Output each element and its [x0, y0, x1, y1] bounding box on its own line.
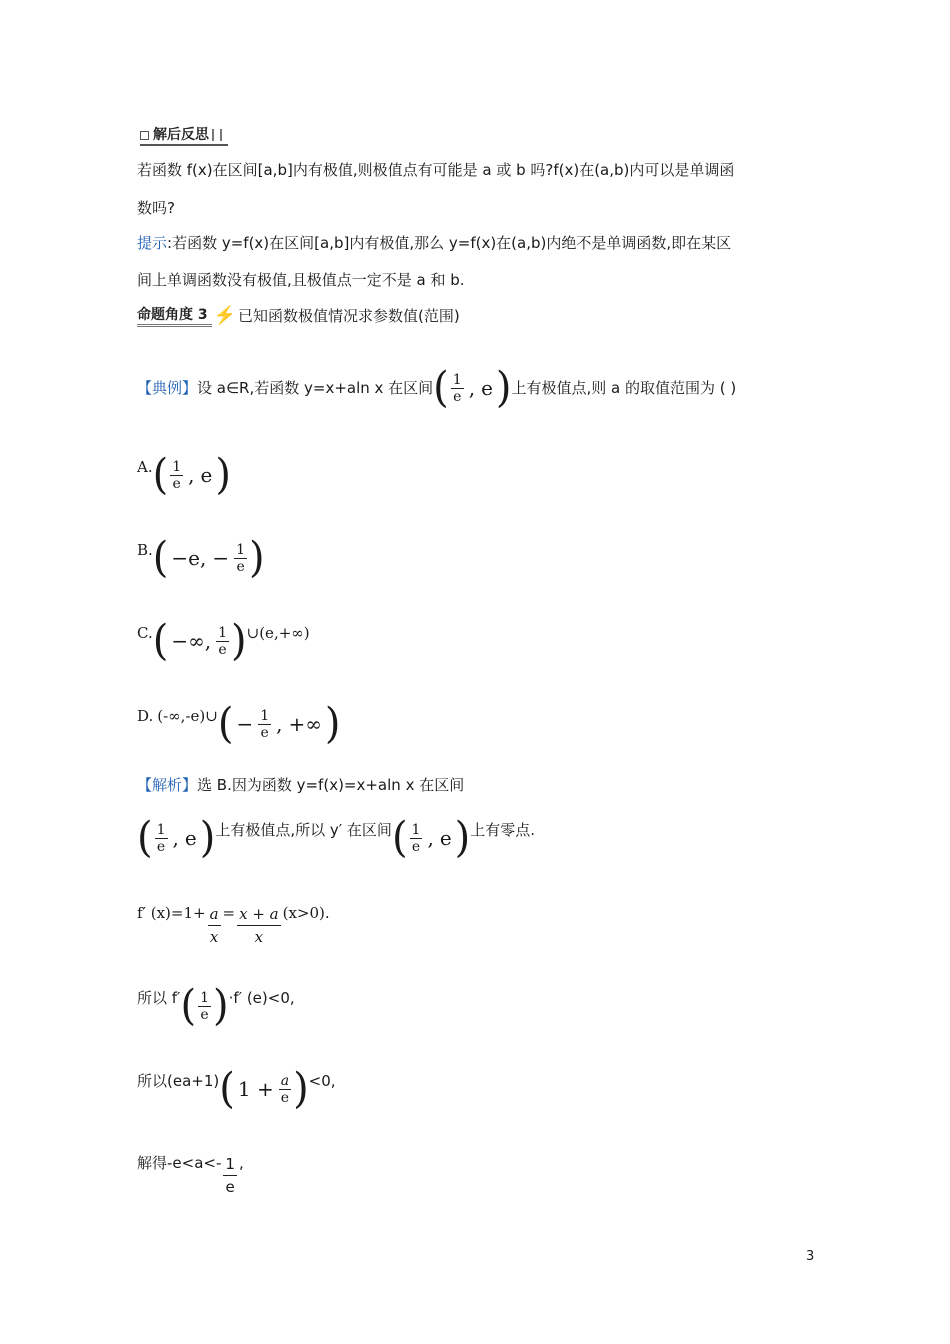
section-header: 解后反思 — [140, 124, 228, 146]
option-c: C. ( −∞, $\frac{1}{e}$ ) ∪(e,+∞) — [137, 616, 310, 666]
option-d: D. (-∞,-e)∪ ( − $\frac{1}{e}$ , +∞ ) — [137, 699, 341, 749]
example-label: 【典例】 — [137, 379, 198, 397]
hint-line-2: 间上单调函数没有极值,且极值点一定不是 a 和 b. — [137, 271, 465, 289]
page-number: 3 — [806, 1249, 815, 1264]
angle-header: 命题角度 3 ⚡ 已知函数极值情况求参数值(范围) — [137, 305, 460, 326]
question-line-1: 若函数 f(x)在区间[a,b]内有极值,则极值点有可能是 a 或 b 吗?f(x)在(a,b)内可以是单调函 — [137, 161, 735, 179]
solution-line-2: ( $\frac{1}{e}$ , e ) 上有极值点,所以 y′ 在区间 ( $\frac{1}{e}$ , e ) 上有零点. — [137, 813, 536, 863]
interval-1-over-e-to-e: ( $\frac{1}{e}$ , e ) — [433, 363, 512, 413]
example-question: 【典例】 设 a∈R,若函数 y=x+aln x 在区间 ( $\frac{1}{e}$ , e ) 上有极值点,则 a 的取值范围为 ( ) — [137, 363, 737, 413]
square-icon — [140, 131, 149, 140]
derivative-line: f′ (x)=1+ $\frac{a}{x}$ = $\frac{x + a}{x}$ (x>0). — [137, 904, 330, 946]
hint-label: 提示 — [137, 234, 168, 252]
hint-line-1: 提示:若函数 y=f(x)在区间[a,b]内有极值,那么 y=f(x)在(a,b)内绝不是单调函数,即在某区 — [137, 234, 732, 252]
bars-icon — [212, 129, 222, 141]
question-line-2: 数吗? — [137, 199, 175, 217]
option-a: A. ( $\frac{1}{e}$ , e ) — [137, 450, 231, 500]
so-line-2: 所以(ea+1) ( 1 + $\frac{a}{e}$ ) <0, — [137, 1064, 336, 1114]
solution-label: 【解析】 — [137, 776, 198, 794]
option-b: B. ( −e, − $\frac{1}{e}$ ) — [137, 533, 265, 583]
so-line-1: 所以 f′ ( $\frac{1}{e}$ ) ·f′ (e)<0, — [137, 981, 295, 1031]
result-line: 解得-e<a<- $\frac{1}{e}$ , — [137, 1154, 244, 1196]
angle-title: 已知函数极值情况求参数值(范围) — [238, 306, 460, 325]
lightning-icon: ⚡ — [213, 305, 237, 326]
solution-line-1: 【解析】选 B.因为函数 y=f(x)=x+aln x 在区间 — [137, 776, 465, 794]
